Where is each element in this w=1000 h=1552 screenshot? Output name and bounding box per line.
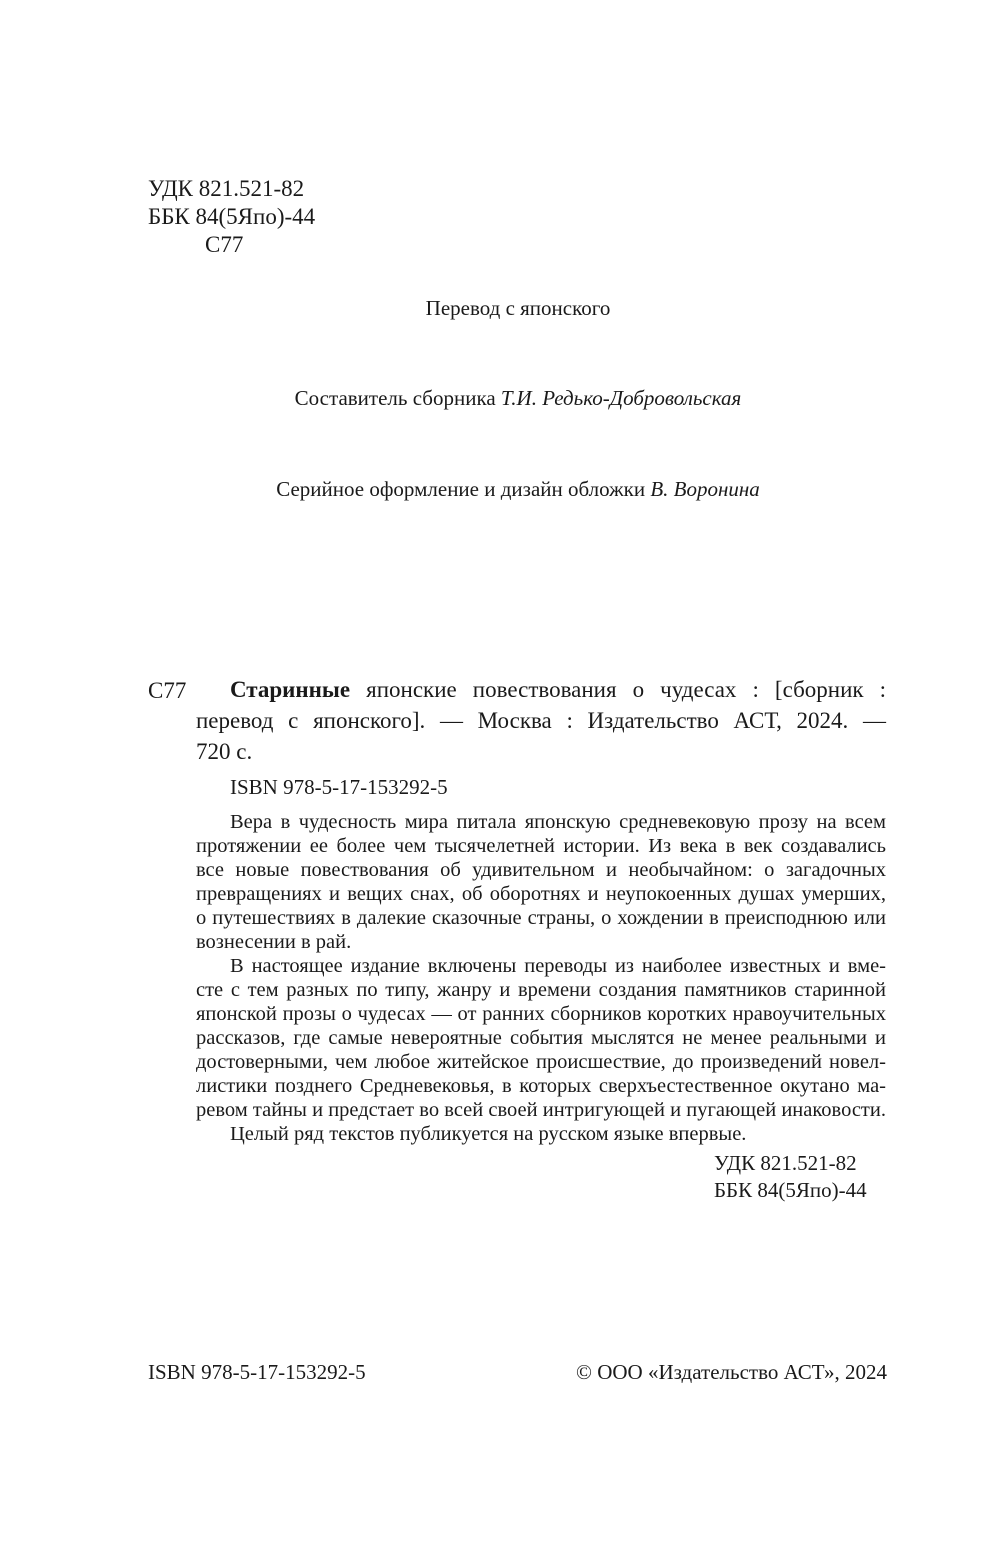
bib-line-1-rest: японские повествования о чудесах : [сборник : xyxy=(366,677,886,702)
udk-code: УДК 821.521-82 xyxy=(148,176,305,201)
annotation-line: превращениях и вещих снах, об оборотнях и неупокоенных душах умерших, xyxy=(196,883,886,905)
designer-name: В. Воронина xyxy=(650,477,760,501)
annotation-line: рассказов, где самые невероятные события мыслятся не менее реальными и xyxy=(196,1027,886,1049)
annotation-line: все новые повествования об удивительном и необычайном: о загадочных xyxy=(196,859,886,881)
compiler-name: Т.И. Редько-Добровольская xyxy=(500,386,742,410)
annotation-udk: УДК 821.521-82 xyxy=(714,1151,857,1175)
annotation-line: вознесении в рай. xyxy=(196,931,352,953)
annotation-bbk: ББК 84(5Япо)-44 xyxy=(714,1178,867,1202)
footer-isbn: ISBN 978-5-17-153292-5 xyxy=(148,1360,366,1384)
bib-line-3: 720 с. xyxy=(196,739,253,764)
bib-line-1 xyxy=(230,674,886,705)
annotation-line: ревом тайны и предстает во всей своей интригующей и пугающей инаковости. xyxy=(196,1099,886,1121)
annotation-line: В настоящее издание включены переводы из наиболее известных и вме- xyxy=(230,955,886,977)
annotation-line: протяжении ее более чем тысячелетней истории. Из века в век создавались xyxy=(196,835,886,857)
author-mark: С77 xyxy=(205,232,244,257)
translation-note: Перевод с японского xyxy=(425,296,611,320)
bib-mark: С77 xyxy=(148,678,187,703)
compiler-label: Составитель сборника xyxy=(294,386,496,410)
compiler-credit xyxy=(0,386,1000,411)
design-credit xyxy=(0,477,1000,502)
annotation-line: японской прозы о чудесах — от ранних сборников коротких нравоучительных xyxy=(196,1003,886,1025)
annotation-line: достоверными, чем любое житейское происшествие, до произведений новел- xyxy=(196,1051,886,1073)
bib-isbn: ISBN 978-5-17-153292-5 xyxy=(230,775,448,799)
annotation-line: листики позднего Средневековья, в которых сверхъестественное окутано ма- xyxy=(196,1075,886,1097)
annotation-line: Вера в чудесность мира питала японскую средневековую прозу на всем xyxy=(230,811,886,833)
bib-title-bold: Старинные xyxy=(230,677,351,702)
annotation-line: сте с тем разных по типу, жанру и времени создания памятников старинной xyxy=(196,979,886,1001)
bbk-code: ББК 84(5Япо)-44 xyxy=(148,204,316,229)
design-label: Серийное оформление и дизайн обложки xyxy=(276,477,646,501)
bib-line-2: перевод с японского]. — Москва : Издательство АСТ, 2024. — xyxy=(196,708,886,733)
annotation-line: Целый ряд текстов публикуется на русском языке впервые. xyxy=(230,1123,747,1145)
annotation-line: о путешествиях в далекие сказочные страны, о хождении в преисподнюю или xyxy=(196,907,886,929)
footer-copyright: © ООО «Издательство АСТ», 2024 xyxy=(576,1360,887,1384)
